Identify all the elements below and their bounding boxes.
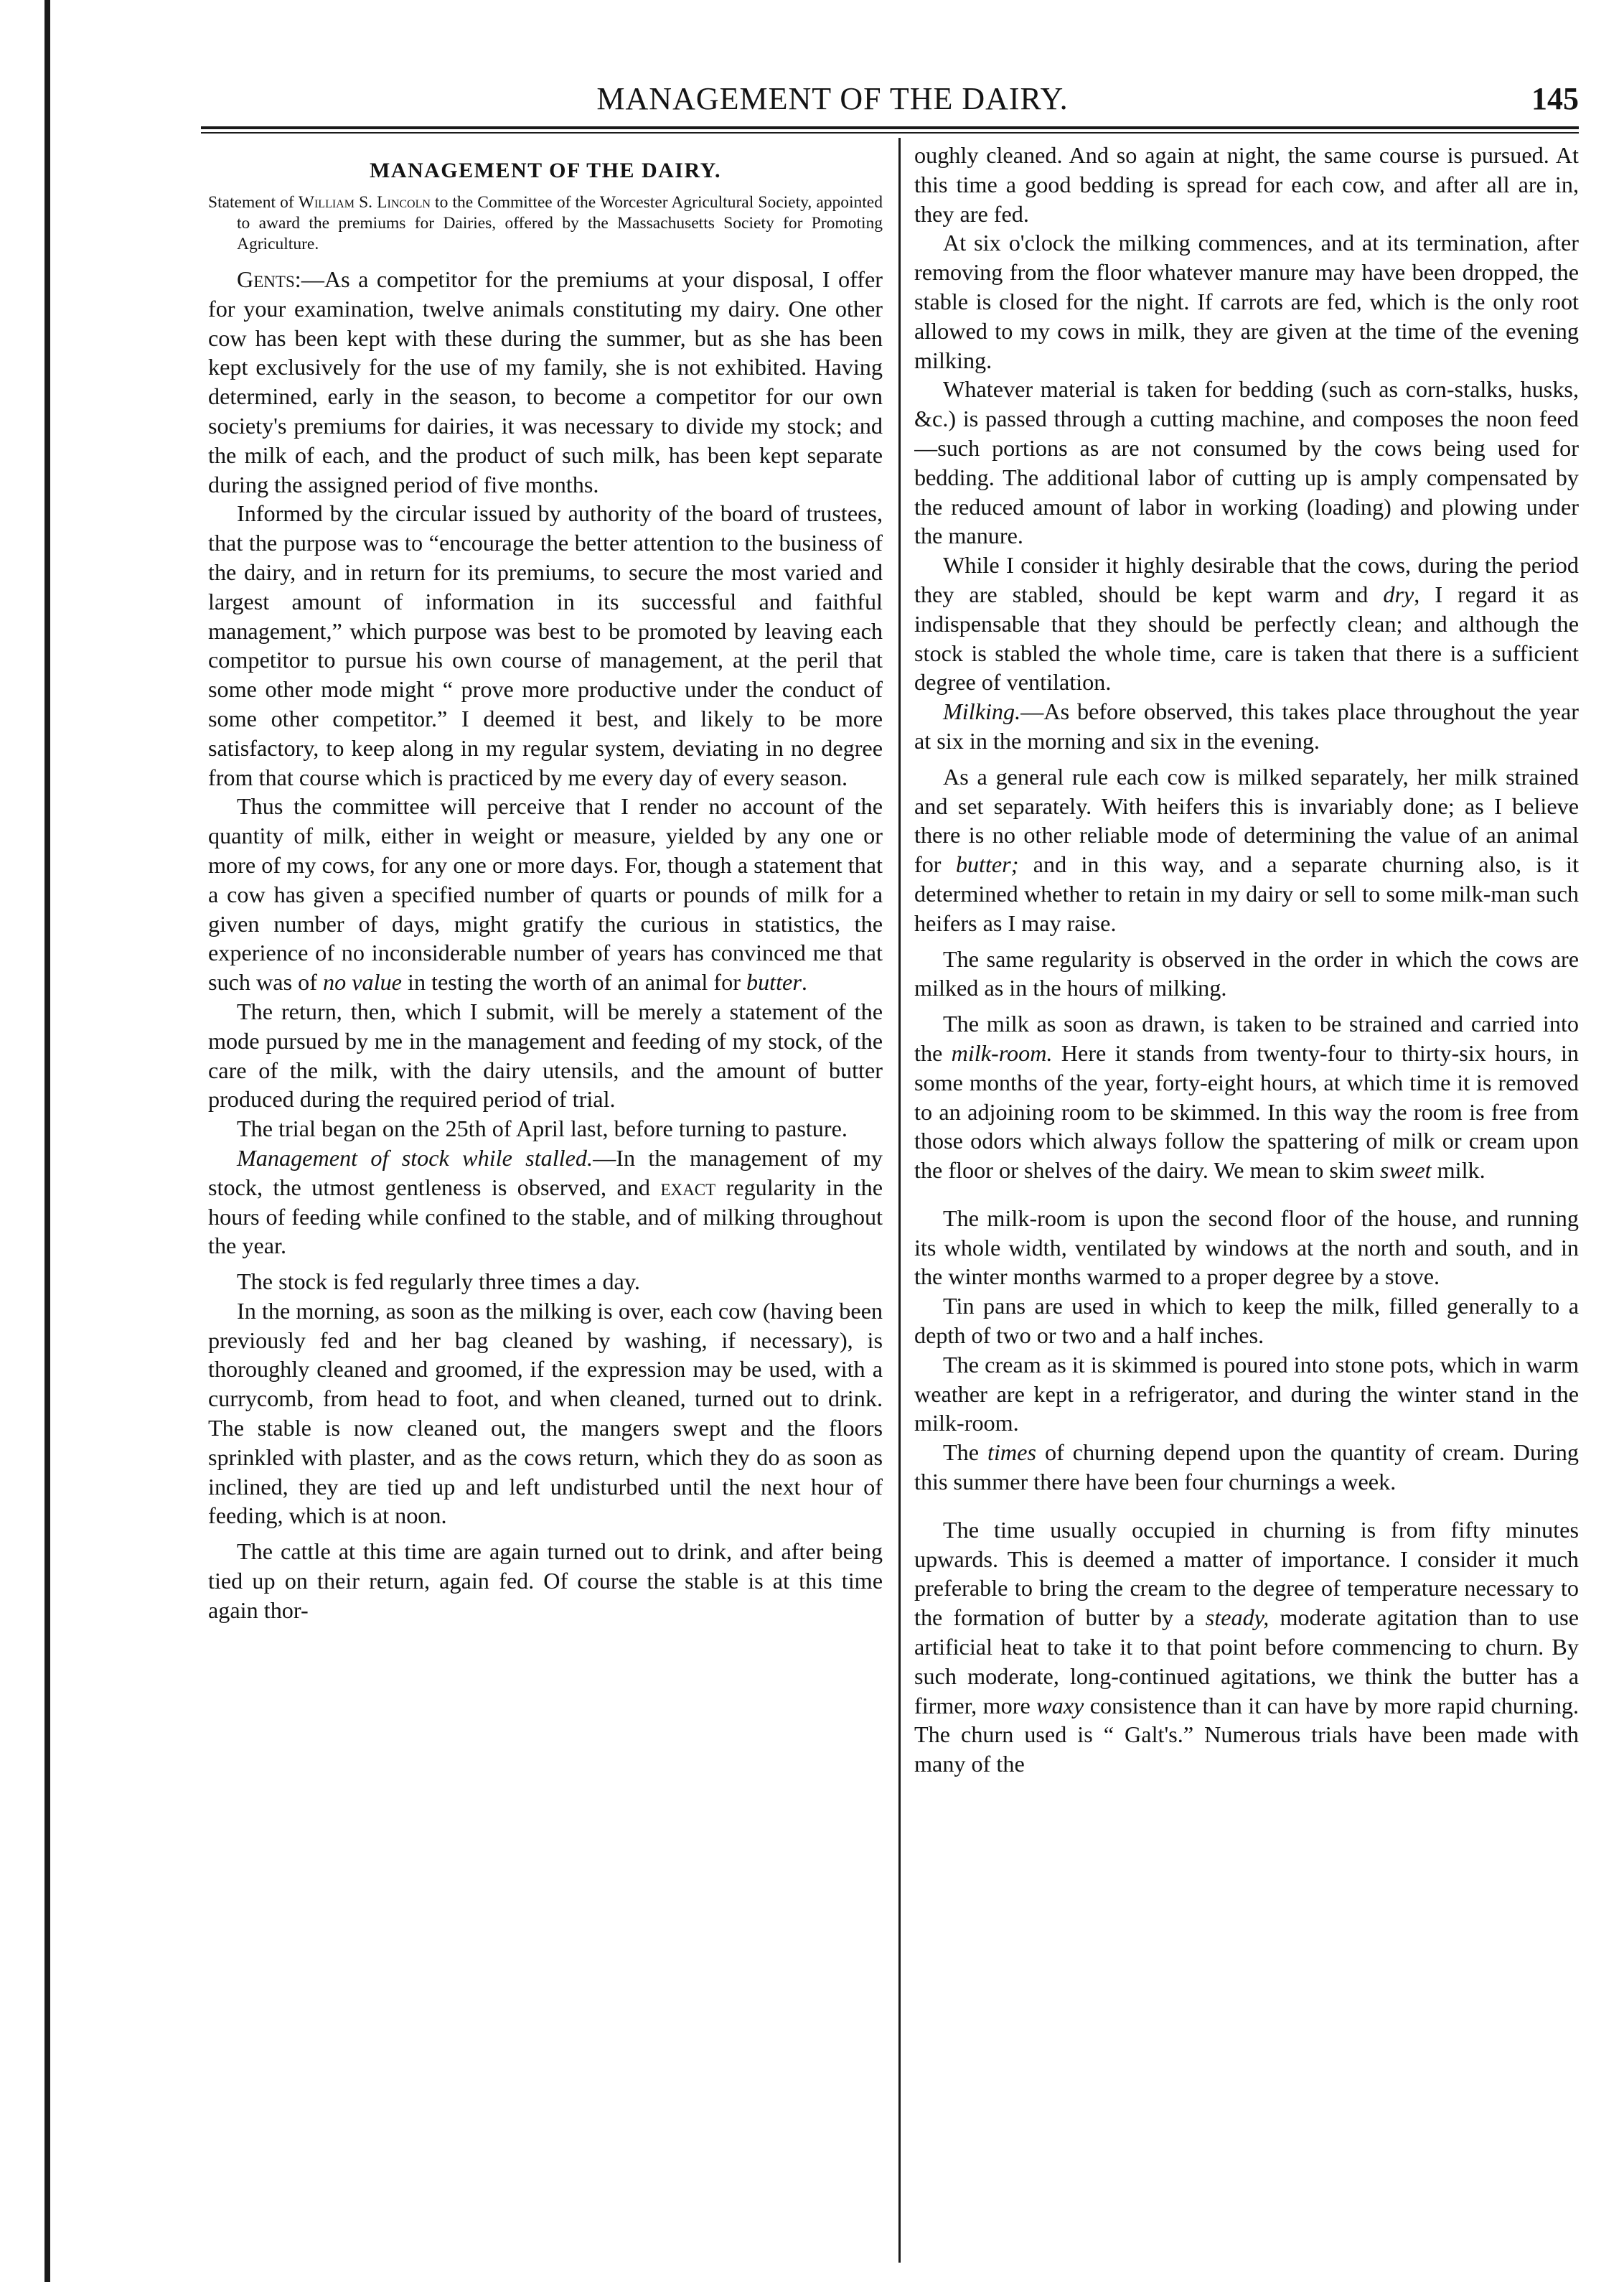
paragraph: oughly cleaned. And so again at night, the same course is pursued. At this time a good bedding is spread for each cow, and after all are in, they are fed.	[914, 142, 1579, 227]
paragraph-text: As a general rule each cow is milked separately, her milk strained and set separately. With heifers this is invariably done; as I believe there is no other reliable mode of determining the value of an animal for	[914, 763, 1579, 878]
emphasis: butter	[746, 969, 802, 996]
statement-suffix: to the Committee of the Worcester Agricultural Society, appointed to award the premiums for Dairies, offered by the Massachusetts Society for Promoting Agriculture.	[237, 193, 883, 253]
paragraph-text: Thus the committee will perceive that I render no account of the quantity of milk, either in weight or measure, yielded by any one or more of my cows, for any one or more days. For, though a statement that a cow has given a specified number of quarts or pounds of milk for a given number of days, might gratify the curious in statistics, the experience of no inconsiderable number of years has convinced me that such was of	[208, 793, 883, 996]
paragraph-text: milk.	[1431, 1157, 1485, 1184]
section-heading: Management of stock while stalled.	[237, 1144, 593, 1171]
paragraph-text: consistence than it can have by more rapid churning. The churn used is “ Galt's.” Numerous trials have been made with many of the	[914, 1692, 1579, 1777]
header-rule-thin	[201, 132, 1579, 134]
paragraph-text: The time usually occupied in churning is from fifty minutes upwards. This is deemed a matter of importance. I consider it much preferable to bring the cream to the degree of temperature necessary to the formation of butter by a	[914, 1516, 1579, 1631]
paragraph: Tin pans are used in which to keep the milk, filled generally to a depth of two or two and a half inches.	[914, 1293, 1579, 1349]
emphasis-exact: exact	[660, 1174, 716, 1200]
emphasis: dry	[1383, 581, 1414, 607]
statement-of-author	[208, 192, 883, 255]
emphasis: waxy	[1036, 1692, 1084, 1718]
paragraph	[914, 762, 1579, 938]
article-title: MANAGEMENT OF THE DAIRY.	[370, 159, 721, 182]
paragraph-text: of churning depend upon the quantity of cream. During this summer there have been four churnings a week.	[914, 1439, 1579, 1495]
paragraph: In the morning, as soon as the milking is over, each cow (having been previously fed and her bag cleaned by washing, if necessary), is thoroughly cleaned and groomed, if the expression may be used, with a currycomb, from head to foot, and when cleaned, turned out to drink. The stable is now cleaned out, the mangers swept and the floors sprinkled with plaster, and as the cows return, which they do as soon as inclined, they are tied up and left undisturbed until the next hour of feeding, which is at noon.	[208, 1297, 883, 1529]
paragraph	[914, 697, 1579, 756]
paragraph: At six o'clock the milking commences, and at its termination, after removing from the floor whatever manure may have been dropped, the stable is closed for the night. If carrots are fed, which is the only root allowed to my cows in milk, they are given at the time of the evening milking.	[914, 230, 1579, 373]
paragraph: Whatever material is taken for bedding (such as corn-stalks, husks, &c.) is passed through a cutting machine, and composes the noon feed—such portions as are not consumed by the cows being used for bedding. The additional labor of cutting up is amply compensated by the reduced amount of labor in working (loading) and plowing under the manure.	[914, 376, 1579, 549]
paragraph-text: moderate agitation than to use artificial heat to take it to that point before commencing to churn. By such moderate, long-continued agitations, we think the butter has a firmer, more	[914, 1604, 1579, 1718]
paragraph-text: .	[801, 969, 807, 996]
paragraph-text: The milk as soon as drawn, is taken to be strained and carried into the	[914, 1011, 1579, 1066]
emphasis: milk-room.	[951, 1039, 1053, 1066]
paragraph	[208, 265, 883, 499]
paragraph-text: :—As a competitor for the premiums at your disposal, I offer for your examination, twelve animals constituting my dairy. One other cow has been kept with these during the summer, but as she has been kept exclusively for the use of my family, she is not exhibited. Having determined, early in the season, to become a competitor for our own society's premiums for dairies, it was necessary to divide my stock; and the milk of each, and the product of such milk, has been kept separate during the assigned period of five months.	[208, 266, 883, 497]
paragraph-text: , I regard it as indispensable that they should be perfectly clean; and although the stock is stabled the whole time, care is taken that there is a sufficient degree of ventilation.	[914, 581, 1579, 696]
left-margin-rule	[44, 0, 50, 2282]
paragraph	[914, 1438, 1579, 1497]
paragraph: The same regularity is observed in the order in which the cows are milked as in the hours of milking.	[914, 945, 1579, 1001]
paragraph-text: —In the management of my stock, the utmost gentleness is observed, and	[208, 1144, 883, 1200]
salutation: Gents	[237, 266, 295, 292]
paragraph: The stock is fed regularly three times a day.	[237, 1268, 640, 1295]
paragraph: The milk-room is upon the second floor of the house, and running its whole width, ventilated by windows at the north and south, and in the winter months warmed to a proper degree by a stove.	[914, 1205, 1579, 1290]
header-rule	[201, 126, 1579, 129]
emphasis: times	[987, 1439, 1036, 1466]
emphasis: no value	[323, 969, 402, 996]
paragraph: The cream as it is skimmed is poured into stone pots, which in warm weather are kept in a refrigerator, and during the winter stand in the milk-room.	[914, 1351, 1579, 1436]
paragraph	[208, 1144, 883, 1261]
paragraph-text: and in this way, and a separate churning also, is it determined whether to retain in my dairy or sell to some milk-man such heifers as I may raise.	[914, 851, 1579, 936]
emphasis: butter;	[955, 851, 1019, 878]
running-head	[86, 78, 1579, 121]
paragraph: The cattle at this time are again turned out to drink, and after being tied up on their return, again fed. Of course the stable is at this time again thor-	[208, 1538, 883, 1623]
paragraph: The trial began on the 25th of April last, before turning to pasture.	[237, 1116, 848, 1142]
running-title: MANAGEMENT OF THE DAIRY.	[596, 81, 1069, 116]
emphasis: sweet	[1380, 1157, 1432, 1184]
paragraph-text: —As before observed, this takes place throughout the year at six in the morning and six in the evening.	[914, 698, 1579, 754]
paragraph-text: in testing the worth of an animal for	[401, 969, 746, 996]
paragraph: Informed by the circular issued by authority of the board of trustees, that the purpose was to “encourage the better attention to the business of the dairy, and in return for its premiums, to secure the most varied and largest amount of information in its successful and faithful management,” which purpose was best to be promoted by leaving each competitor to pursue his own course of management, at the peril that some other mode might “ prove more productive under the conduct of some other competitor.” I deemed it best, and likely to be more satisfactory, to keep along in my regular system, deviating in no degree from that course which is practiced by me every day of every season.	[208, 500, 883, 790]
statement-prefix: Statement of	[208, 193, 299, 212]
right-column	[914, 141, 1579, 2258]
paragraph: The return, then, which I submit, will be merely a statement of the mode pursued by me in the management and feeding of my stock, of the care of the milk, with the dairy utensils, and the amount of butter produced during the required period of trial.	[208, 998, 883, 1113]
paragraph	[914, 1009, 1579, 1185]
paragraph-text: Here it stands from twenty-four to thirty-six hours, in some months of the year, forty-eight hours, at which time it is removed to an adjoining room to be skimmed. In this way the room is free from those odors which always follow the spattering of milk or cream upon the floor or shelves of the dairy. We mean to skim	[914, 1039, 1579, 1184]
left-column	[208, 141, 883, 2258]
paragraph-text: regularity in the hours of feeding while confined to the stable, and of milking throughout the year.	[208, 1174, 883, 1259]
page-number: 145	[1531, 81, 1579, 116]
author-name: William S. Lincoln	[298, 193, 431, 212]
paragraph-text: While I consider it highly desirable that the cows, during the period they are stabled, should be kept warm and	[914, 552, 1579, 607]
column-divider	[898, 138, 901, 2263]
paragraph	[914, 551, 1579, 697]
section-heading: Milking.	[943, 698, 1021, 725]
emphasis: steady,	[1205, 1604, 1269, 1631]
paragraph	[914, 1515, 1579, 1779]
paragraph	[208, 792, 883, 997]
paragraph-text: The	[943, 1439, 988, 1466]
